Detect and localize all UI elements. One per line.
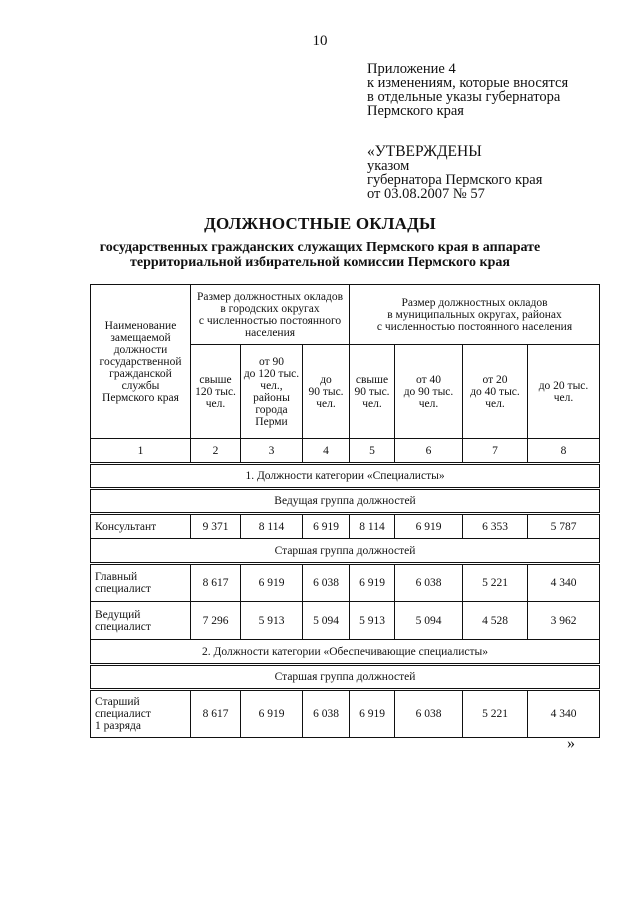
salary-value: 6 038 xyxy=(395,564,463,602)
text-line: населения xyxy=(244,326,296,339)
text-line: специалист xyxy=(95,620,151,633)
salary-value: 6 919 xyxy=(303,514,350,539)
text-line: чел. xyxy=(485,397,505,410)
closing-quote: » xyxy=(567,735,575,752)
salary-value: 5 221 xyxy=(463,690,528,738)
multiline-text xyxy=(529,380,598,404)
salary-value: 6 919 xyxy=(241,564,303,602)
column-number: 1 xyxy=(91,439,191,464)
text-line: специалист xyxy=(95,583,151,595)
text-line: с численностью постоянного населения xyxy=(376,320,573,333)
header-sub xyxy=(463,345,528,439)
document-title: ДОЛЖНОСТНЫЕ ОКЛАДЫ xyxy=(204,214,436,233)
appendix-line: к изменениям, которые вносятся xyxy=(367,75,569,91)
text-line: в городских округах xyxy=(220,302,320,315)
appendix-line: в отдельные указы губернатора xyxy=(367,89,561,105)
text-line: до 20 тыс. xyxy=(538,379,589,392)
text-line: Старший xyxy=(95,696,140,708)
text-line: Пермского края xyxy=(102,391,179,404)
text-line: должности xyxy=(113,343,168,356)
text-line: районы xyxy=(253,391,290,404)
salary-value: 6 919 xyxy=(241,690,303,738)
appendix-note xyxy=(367,62,568,118)
subtitle-line: территориальной избирательной комиссии Пермского края xyxy=(130,255,510,270)
salary-table xyxy=(90,284,600,738)
text-line: свыше xyxy=(355,373,389,386)
text-line: до 90 тыс. xyxy=(403,385,454,398)
multiline-text xyxy=(95,571,189,595)
text-line: Главный xyxy=(95,571,138,583)
multiline-text xyxy=(95,609,189,633)
multiline-text xyxy=(192,291,348,339)
group-heading: Старшая группа должностей xyxy=(91,539,600,564)
header-sub xyxy=(528,345,600,439)
salary-value: 8 114 xyxy=(350,514,395,539)
approval-stamp-text xyxy=(367,145,542,201)
text-line: чел. xyxy=(362,397,382,410)
multiline-text xyxy=(351,297,598,333)
approval-line: указом xyxy=(367,158,410,174)
position-name xyxy=(91,564,191,602)
salary-value: 6 353 xyxy=(463,514,528,539)
multiline-text xyxy=(95,521,189,533)
salary-value: 5 913 xyxy=(241,602,303,640)
text-line: государственной xyxy=(99,355,182,368)
salary-value: 7 296 xyxy=(191,602,241,640)
text-line: чел. xyxy=(553,391,574,404)
multiline-text xyxy=(464,374,526,410)
salary-value: 5 221 xyxy=(463,564,528,602)
position-name xyxy=(91,602,191,640)
header-municipal-group xyxy=(350,285,600,345)
section-heading: 1. Должности категории «Специалисты» xyxy=(91,464,600,489)
group-heading: Старшая группа должностей xyxy=(91,665,600,690)
multiline-text xyxy=(396,374,461,410)
salary-value: 6 038 xyxy=(395,690,463,738)
text-line: до 40 тыс. xyxy=(470,385,520,398)
text-line: города xyxy=(255,403,288,416)
salary-value: 5 094 xyxy=(303,602,350,640)
appendix-line: Пермского края xyxy=(367,103,464,119)
header-position xyxy=(91,285,191,439)
appendix-line: Приложение 4 xyxy=(367,61,456,77)
salary-value: 6 919 xyxy=(350,564,395,602)
multiline-text xyxy=(92,320,189,404)
salary-value: 6 919 xyxy=(350,690,395,738)
salary-value: 4 528 xyxy=(463,602,528,640)
salary-value: 3 962 xyxy=(528,602,600,640)
salary-value: 5 094 xyxy=(395,602,463,640)
table-row xyxy=(91,564,600,602)
column-number: 8 xyxy=(528,439,600,464)
multiline-text xyxy=(304,374,348,410)
header-sub xyxy=(191,345,241,439)
text-line: от 40 xyxy=(416,373,441,386)
subtitle-line: государственных гражданских служащих Пермского края в аппарате xyxy=(99,240,541,255)
text-line: чел. xyxy=(205,397,226,410)
header-sub xyxy=(241,345,303,439)
salary-value: 6 919 xyxy=(395,514,463,539)
salary-value: 5 787 xyxy=(528,514,600,539)
salary-value: 6 038 xyxy=(303,564,350,602)
approval-line: «УТВЕРЖДЕНЫ xyxy=(367,143,482,160)
text-line: в муниципальных округах, районах xyxy=(387,308,562,321)
salary-value: 6 038 xyxy=(303,690,350,738)
multiline-text xyxy=(351,374,393,410)
salary-value: 8 617 xyxy=(191,564,241,602)
column-number: 6 xyxy=(395,439,463,464)
text-line: чел., xyxy=(260,379,283,392)
multiline-text xyxy=(242,356,301,428)
table-row xyxy=(91,690,600,738)
salary-value: 9 371 xyxy=(191,514,241,539)
text-line: службы xyxy=(121,379,160,392)
page-number: 10 xyxy=(312,33,328,49)
salary-value: 8 114 xyxy=(241,514,303,539)
salary-value: 5 913 xyxy=(350,602,395,640)
salary-value: 4 340 xyxy=(528,564,600,602)
text-line: 1 разряда xyxy=(95,720,142,732)
text-line: Размер должностных окладов xyxy=(401,296,548,309)
column-number: 3 xyxy=(241,439,303,464)
header-sub xyxy=(395,345,463,439)
table-row xyxy=(91,602,600,640)
salary-value: 4 340 xyxy=(528,690,600,738)
column-number: 2 xyxy=(191,439,241,464)
text-line: чел. xyxy=(418,397,439,410)
text-line: свыше xyxy=(199,373,232,386)
column-number: 4 xyxy=(303,439,350,464)
text-line: Наименование xyxy=(104,319,177,332)
text-line: до 120 тыс. xyxy=(243,367,300,380)
text-line: замещаемой xyxy=(110,331,171,344)
text-line: чел. xyxy=(316,397,336,410)
text-line: до xyxy=(320,373,332,386)
text-line: 90 тыс. xyxy=(308,385,344,398)
approval-line: от 03.08.2007 № 57 xyxy=(367,186,485,202)
text-line: Ведущий xyxy=(95,608,141,621)
text-line: Консультант xyxy=(95,520,157,533)
approval-line: губернатора Пермского края xyxy=(367,172,543,188)
multiline-text xyxy=(192,374,239,410)
text-line: Перми xyxy=(255,415,288,428)
text-line: от 20 xyxy=(482,373,508,386)
text-line: с численностью постоянного xyxy=(198,314,342,327)
text-line: от 90 xyxy=(259,355,284,368)
text-line: гражданской xyxy=(109,367,172,380)
position-name xyxy=(91,514,191,539)
column-number: 5 xyxy=(350,439,395,464)
multiline-text xyxy=(95,696,189,732)
table-row xyxy=(91,514,600,539)
position-name xyxy=(91,690,191,738)
column-number: 7 xyxy=(463,439,528,464)
document-subtitle xyxy=(60,240,580,270)
text-line: 120 тыс. xyxy=(195,385,236,398)
text-line: 90 тыс. xyxy=(354,385,390,398)
header-sub xyxy=(350,345,395,439)
group-heading: Ведущая группа должностей xyxy=(91,489,600,514)
header-sub xyxy=(303,345,350,439)
text-line: специалист xyxy=(95,708,151,720)
text-line: Размер должностных окладов xyxy=(196,290,344,303)
salary-value: 8 617 xyxy=(191,690,241,738)
header-urban-group xyxy=(191,285,350,345)
section-heading: 2. Должности категории «Обеспечивающие специалисты» xyxy=(91,640,600,665)
